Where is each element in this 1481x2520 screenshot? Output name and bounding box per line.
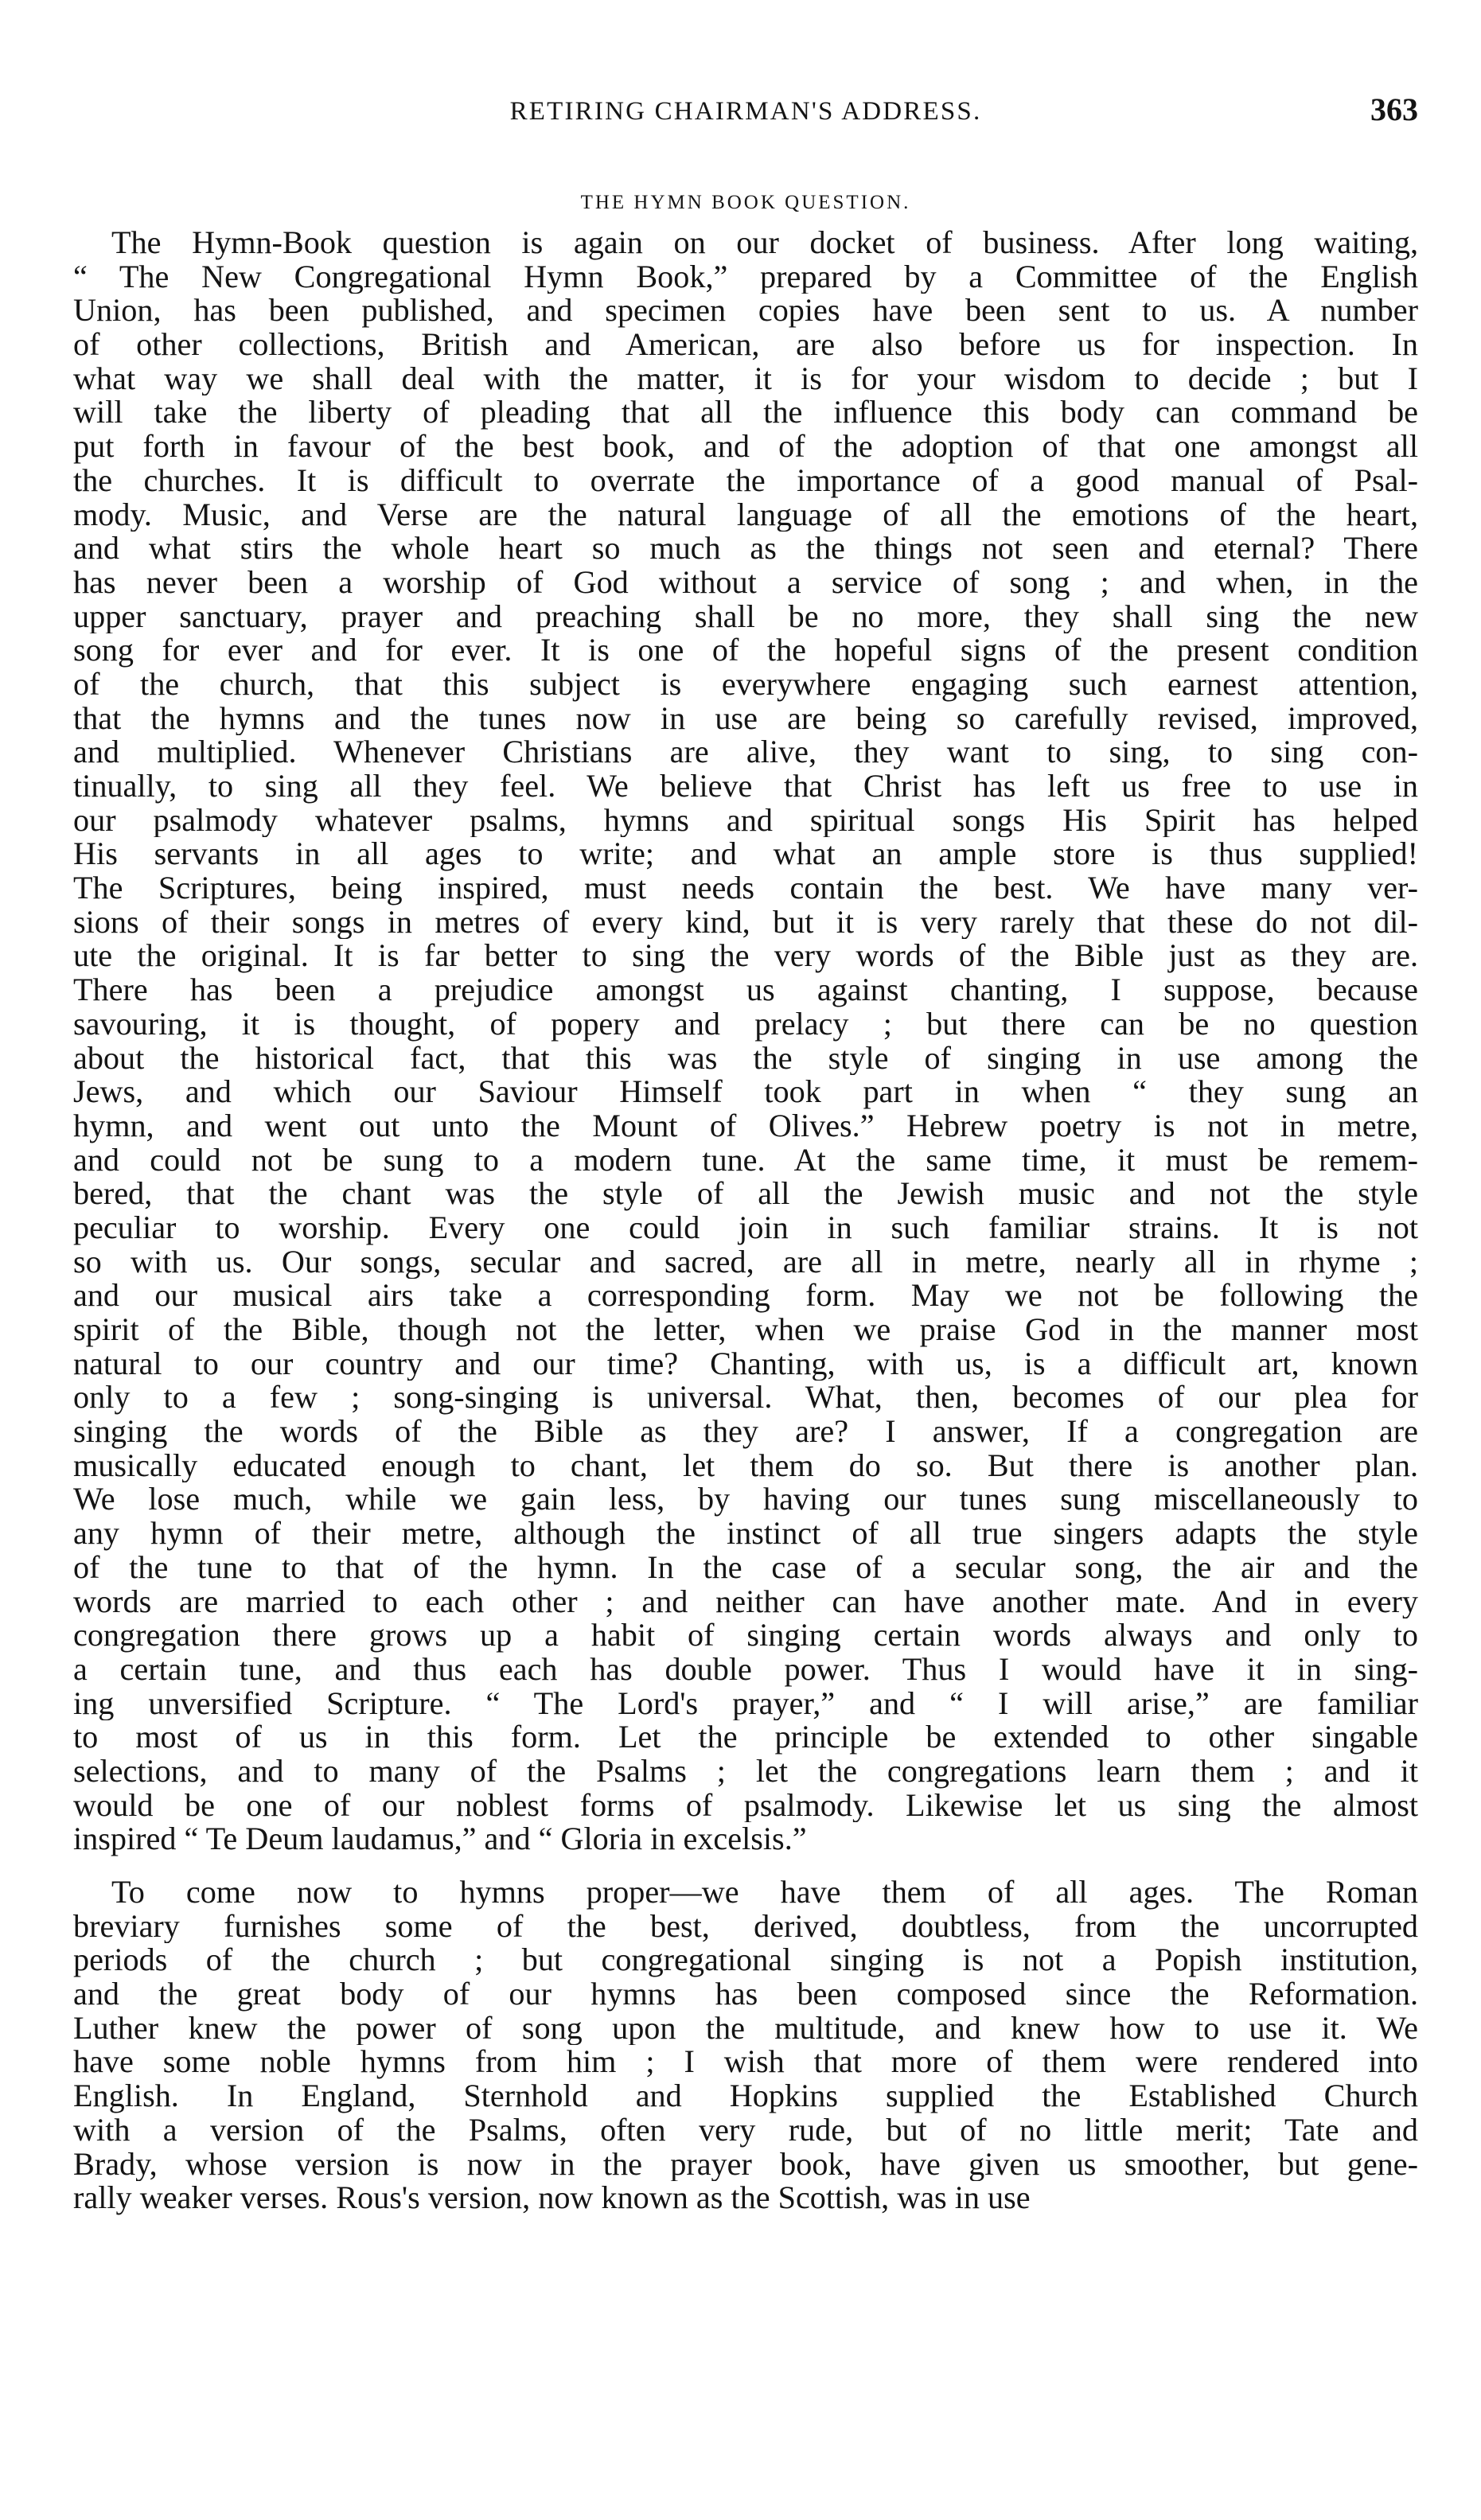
text-line: Luther knew the power of song upon the multitude, and knew how to use it. We [73, 2011, 1418, 2046]
text-line: the churches. It is difficult to overrate the importance of a good manual of Psal- [73, 463, 1418, 498]
text-line: put forth in favour of the best book, and of the adoption of that one amongst all [73, 430, 1418, 464]
book-page [73, 94, 1418, 2215]
text-line: rally weaker verses. Rous's version, now known as the Scottish, was in use [73, 2181, 1031, 2215]
running-head [73, 94, 1418, 146]
text-line: spirit of the Bible, though not the letter, when we praise God in the manner most [73, 1313, 1418, 1347]
paragraph-gap [73, 1856, 1418, 1875]
text-line: There has been a prejudice amongst us against chanting, I suppose, because [73, 973, 1418, 1007]
text-line: has never been a worship of God without a service of song ; and when, in the [73, 565, 1418, 600]
text-line: and could not be sung to a modern tune. At the same time, it must be remem- [73, 1143, 1418, 1178]
text-line: will take the liberty of pleading that all the influence this body can command be [73, 395, 1418, 430]
text-line: To come now to hymns proper—we have them of all ages. The Roman [111, 1875, 1418, 1910]
text-line: and our musical airs take a corresponding form. May we not be following the [73, 1279, 1418, 1313]
text-line: only to a few ; song-singing is universal. What, then, becomes of our plea for [73, 1381, 1418, 1416]
text-line: inspired “ Te Deum laudamus,” and “ Gloria in excelsis.” [73, 1822, 807, 1856]
text-line: words are married to each other ; and neither can have another mate. And in every [73, 1584, 1418, 1619]
text-line: “ The New Congregational Hymn Book,” prepared by a Committee of the English [73, 259, 1418, 294]
text-line: ute the original. It is far better to sing the very words of the Bible just as they are. [73, 939, 1418, 974]
text-line: of the tune to that of the hymn. In the case of a secular song, the air and the [73, 1550, 1418, 1585]
text-line: The Scriptures, being inspired, must needs contain the best. We have many ver- [73, 871, 1418, 906]
text-line: English. In England, Sternhold and Hopkins supplied the Established Church [73, 2079, 1418, 2113]
text-line: breviary furnishes some of the best, derived, doubtless, from the uncorrupted [73, 1909, 1418, 1944]
text-line: Jews, and which our Saviour Himself took part in when “ they sung an [73, 1075, 1418, 1109]
text-line: singing the words of the Bible as they are? I answer, If a congregation are [73, 1415, 1418, 1449]
text-line: any hymn of their metre, although the instinct of all true singers adapts the style [73, 1517, 1418, 1551]
text-line: ing unversified Scripture. “ The Lord's prayer,” and “ I will arise,” are familiar [73, 1686, 1418, 1721]
text-line: song for ever and for ever. It is one of the hopeful signs of the present condition [73, 633, 1418, 668]
text-line: savouring, it is thought, of popery and prelacy ; but there can be no question [73, 1007, 1418, 1042]
text-line: would be one of our noblest forms of psalmody. Likewise let us sing the almost [73, 1788, 1418, 1823]
text-line: what way we shall deal with the matter, it is for your wisdom to decide ; but I [73, 361, 1418, 396]
text-line: congregation there grows up a habit of singing certain words always and only to [73, 1618, 1418, 1653]
text-line: so with us. Our songs, secular and sacred, are all in metre, nearly all in rhyme ; [73, 1244, 1418, 1279]
text-line: sions of their songs in metres of every kind, but it is very rarely that these do not dil- [73, 905, 1418, 940]
text-line: natural to our country and our time? Chanting, with us, is a difficult art, known [73, 1346, 1418, 1381]
text-line: periods of the church ; but congregational singing is not a Popish institution, [73, 1943, 1418, 1978]
page-number: 363 [1370, 92, 1418, 127]
text-line: have some noble hymns from him ; I wish that more of them were rendered into [73, 2045, 1418, 2080]
body-text [73, 226, 1418, 2215]
paragraph [73, 226, 1418, 1856]
text-line: peculiar to worship. Every one could join in such familiar strains. It is not [73, 1210, 1418, 1245]
text-line: that the hymns and the tunes now in use are being so carefully revised, improved, [73, 701, 1418, 736]
text-line: bered, that the chant was the style of all the Jewish music and not the style [73, 1177, 1418, 1211]
section-heading: THE HYMN BOOK QUESTION. [580, 192, 911, 213]
text-line: His servants in all ages to write; and what an ample store is thus supplied! [73, 837, 1418, 872]
paragraph [73, 1875, 1418, 2215]
text-line: a certain tune, and thus each has double power. Thus I would have it in sing- [73, 1652, 1418, 1687]
text-line: of other collections, British and American, are also before us for inspection. In [73, 328, 1418, 362]
text-line: to most of us in this form. Let the principle be extended to other singable [73, 1720, 1418, 1755]
text-line: our psalmody whatever psalms, hymns and spiritual songs His Spirit has helped [73, 803, 1418, 838]
text-line: about the historical fact, that this was the style of singing in use among the [73, 1041, 1418, 1076]
text-line: Union, has been published, and specimen copies have been sent to us. A number [73, 294, 1418, 329]
text-line: mody. Music, and Verse are the natural language of all the emotions of the heart, [73, 497, 1418, 532]
text-line: The Hymn-Book question is again on our docket of business. After long waiting, [111, 226, 1418, 260]
text-line: Brady, whose version is now in the prayer book, have given us smoother, but gene- [73, 2147, 1418, 2182]
text-line: We lose much, while we gain less, by having our tunes sung miscellaneously to [73, 1482, 1418, 1517]
text-line: musically educated enough to chant, let them do so. But there is another plan. [73, 1448, 1418, 1483]
text-line: with a version of the Psalms, often very rude, but of no little merit; Tate and [73, 2113, 1418, 2148]
text-line: and the great body of our hymns has been composed since the Reformation. [73, 1977, 1418, 2012]
text-line: tinually, to sing all they feel. We believe that Christ has left us free to use in [73, 769, 1418, 804]
text-line: and what stirs the whole heart so much as the things not seen and eternal? There [73, 532, 1418, 566]
running-title: RETIRING CHAIRMAN'S ADDRESS. [509, 97, 982, 126]
text-line: upper sanctuary, prayer and preaching shall be no more, they shall sing the new [73, 599, 1418, 634]
text-line: hymn, and went out unto the Mount of Olives.” Hebrew poetry is not in metre, [73, 1108, 1418, 1143]
text-line: selections, and to many of the Psalms ; let the congregations learn them ; and it [73, 1754, 1418, 1789]
text-line: of the church, that this subject is everywhere engaging such earnest attention, [73, 667, 1418, 702]
text-line: and multiplied. Whenever Christians are alive, they want to sing, to sing con- [73, 735, 1418, 769]
